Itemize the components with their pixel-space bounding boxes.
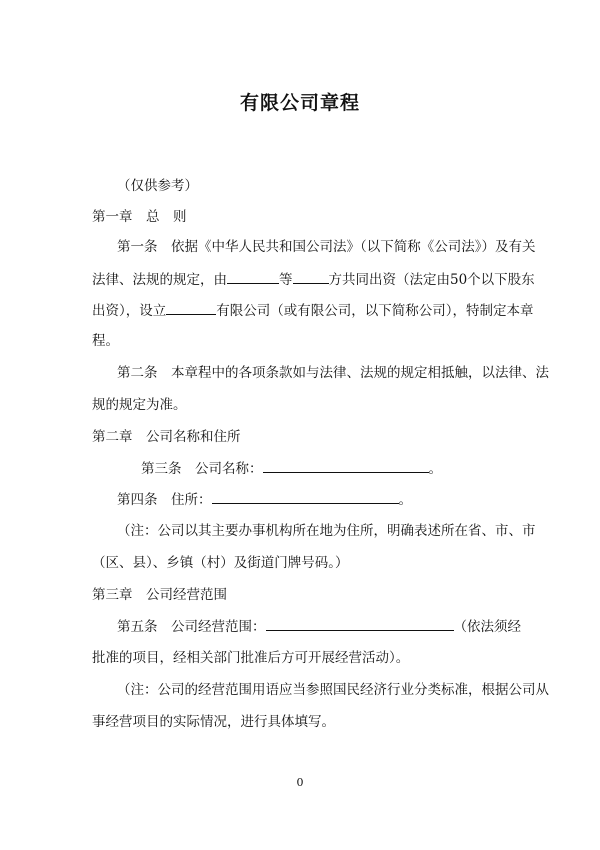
business-scope-blank[interactable] — [266, 617, 454, 631]
fill-in-blank[interactable] — [166, 301, 216, 315]
article-5-label: 第五条 公司经营范围： — [117, 619, 266, 635]
article-4-label: 第四条 住所： — [117, 492, 212, 508]
article-1-text-c: 方共同出资（法定由50个以下股东 — [328, 272, 535, 288]
chapter-1-heading: 第一章 总 则 — [92, 209, 187, 225]
article-1-line-1: 第一条 依据《中华人民共和国公司法》（以下简称《公司法》）及有关 — [117, 239, 536, 255]
article-1-line-2 — [92, 270, 535, 289]
document-title: 有限公司章程 — [239, 92, 360, 114]
chapter-2-heading: 第二章 公司名称和住所 — [92, 429, 241, 445]
company-name-blank[interactable] — [263, 459, 429, 473]
note-2-line-2: （区、县）、乡镇（村）及街道门牌号码。） — [92, 555, 349, 571]
article-2-line-2: 规的规定为准。 — [92, 397, 187, 413]
address-blank[interactable] — [212, 490, 399, 504]
page-number: 0 — [296, 776, 304, 789]
article-5-tail: （依法须经 — [453, 619, 521, 635]
article-5-line-2: 批准的项目，经相关部门批准后方可开展经营活动）。 — [92, 650, 410, 666]
article-3-label: 第三条 公司名称： — [141, 461, 263, 477]
article-4-end: 。 — [398, 492, 412, 508]
article-1-text-e: 有限公司（或有限公司，以下简称公司），特制定本章 — [216, 303, 534, 319]
article-3-line — [141, 459, 442, 478]
article-1-line-3 — [92, 301, 534, 320]
article-1-text-b: 等 — [279, 272, 293, 288]
article-5-line-1 — [117, 617, 521, 636]
article-2-line-1: 第二条 本章程中的各项条款如与法律、法规的规定相抵触，以法律、法 — [117, 365, 549, 381]
article-1-line-4: 程。 — [92, 333, 119, 349]
note-3-line-2: 事经营项目的实际情况，进行具体填写。 — [92, 714, 335, 730]
article-3-end: 。 — [428, 461, 442, 477]
reference-note: （仅供参考） — [117, 178, 198, 194]
chapter-3-heading: 第三章 公司经营范围 — [92, 587, 227, 603]
article-4-line — [117, 490, 412, 509]
note-2-line-1: （注：公司以其主要办事机构所在地为住所，明确表述所在省、市、市 — [117, 523, 536, 539]
fill-in-blank[interactable] — [293, 270, 329, 284]
article-1-text-d: 出资），设立 — [92, 303, 167, 319]
note-3-line-1: （注：公司的经营范围用语应当参照国民经济行业分类标准，根据公司从 — [117, 682, 549, 698]
fill-in-blank[interactable] — [227, 270, 279, 284]
article-1-text-a: 法律、法规的规定，由 — [92, 272, 227, 288]
